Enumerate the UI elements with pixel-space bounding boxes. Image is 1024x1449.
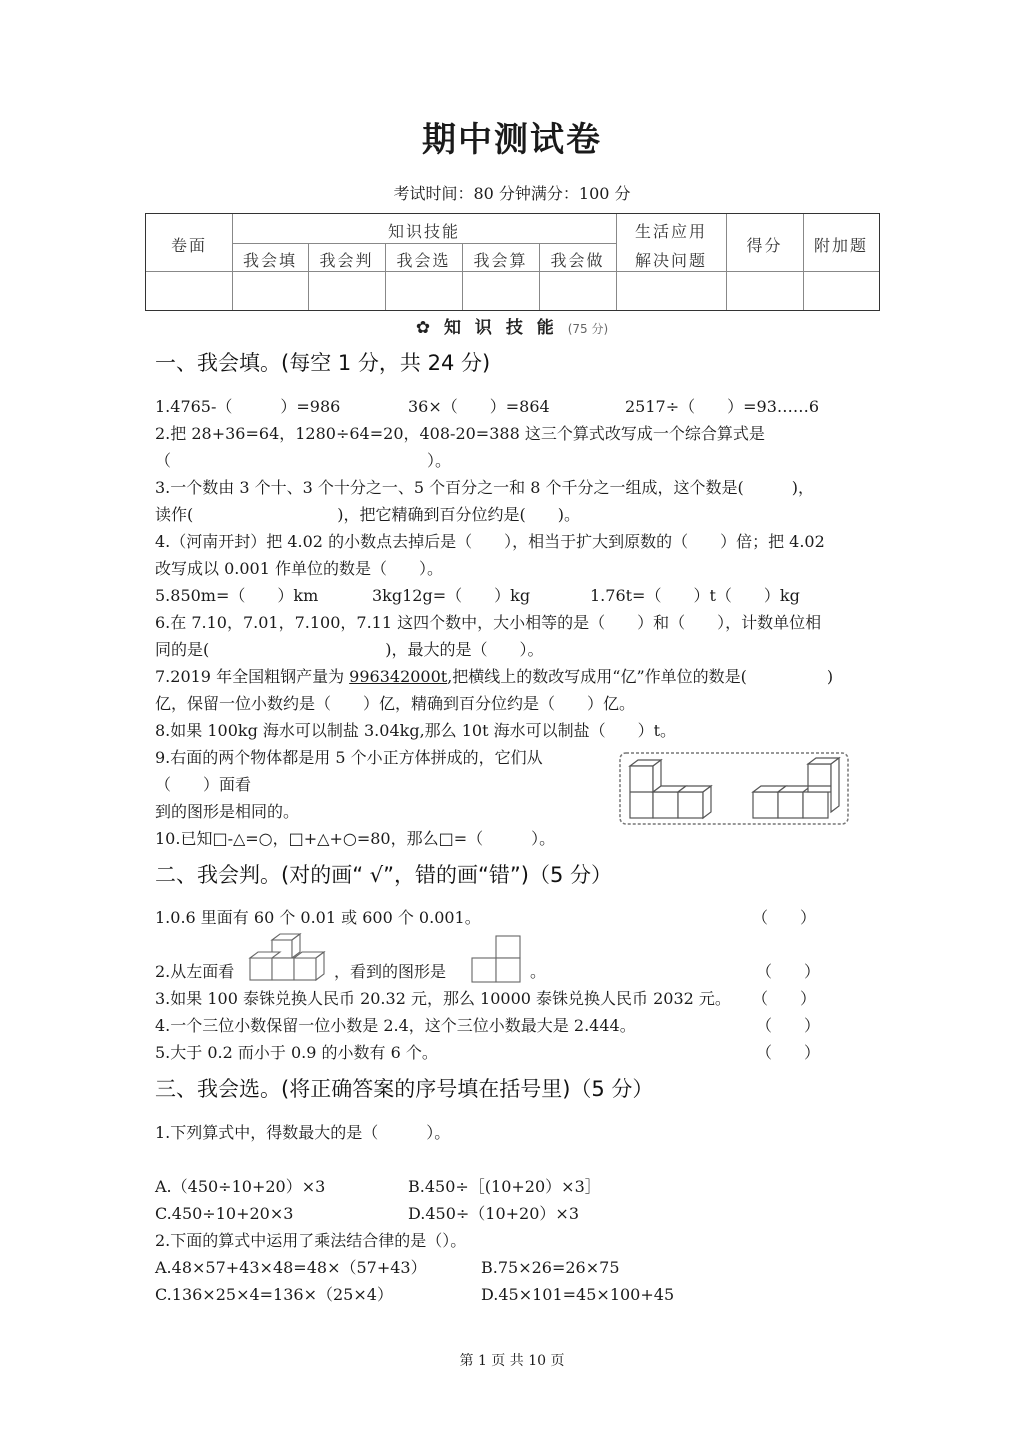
choose-q1-option-b: B.450÷［(10+20）×3］ [408, 1177, 601, 1196]
fill-q6b: 同的是( )，最大的是（ ）。 [155, 640, 544, 659]
fill-q6a: 6.在 7.10，7.01，7.100，7.11 这四个数中，大小相等的是（ ）和（ ），计数单位相 [155, 613, 822, 632]
col-knowledge: 知识技能 [387, 222, 460, 241]
col-wohuipan: 我会判 [319, 251, 374, 270]
fill-q3b: 读作( )，把它精确到百分位约是( )。 [155, 505, 580, 524]
fill-q1a: 1.4765-（ ）=986 [155, 397, 341, 416]
fill-q9a: 9.右面的两个物体都是用 5 个小正方体拼成的，它们从 [155, 748, 543, 767]
q7a-pre: 7.2019 年全国粗钢产量为 [155, 667, 350, 686]
section-choose-heading: 三、我会选。(将正确答案的序号填在括号里)（5 分） [155, 1077, 654, 1101]
col-wohuisuan: 我会算 [473, 251, 528, 270]
choose-q1-option-a: A.（450÷10+20）×3 [155, 1177, 326, 1196]
judge-q1-bracket: （ ） [752, 908, 817, 927]
exam-info: 考试时间：80 分钟满分：100 分 [393, 184, 631, 203]
col-wohuixuan: 我会选 [396, 251, 451, 270]
fill-q4a: 4.（河南开封）把 4.02 的小数点去掉后是（ ），相当于扩大到原数的（ ）倍；把 4.02 [155, 532, 825, 551]
fill-q5a: 5.850m=（ ）km [155, 586, 319, 605]
banner-points: (75 分) [567, 322, 609, 336]
fill-q4b: 改写成以 0.001 作单位的数是（ ）。 [155, 559, 443, 578]
page-footer: 第 1 页 共 10 页 [459, 1353, 565, 1369]
judge-q4: 4.一个三位小数保留一位小数是 2.4，这个三位小数最大是 2.444。 [155, 1016, 636, 1035]
score-table [145, 213, 880, 311]
col-life-2: 解决问题 [634, 251, 707, 270]
judge-q2-bracket: （ ） [756, 962, 821, 981]
choose-q2-option-b: B.75×26=26×75 [481, 1258, 620, 1277]
flower-icon: ✿ [415, 318, 435, 338]
fill-q5b: 3kg12g=（ ）kg [372, 586, 531, 605]
fill-q5c: 1.76t=（ ）t（ ）kg [590, 586, 800, 605]
fill-q3a: 3.一个数由 3 个十、3 个十分之一、5 个百分之一和 8 个千分之一组成，这个数是( )， [155, 478, 814, 497]
fill-q1b: 36×（ ）=864 [408, 397, 550, 416]
fill-q2a: 2.把 28+36=64，1280÷64=20，408-20=388 这三个算式改写成一个综合算式是 [155, 424, 765, 443]
choose-q2-option-d: D.45×101=45×100+45 [481, 1285, 675, 1304]
fill-q1c: 2517÷（ ）=93……6 [625, 397, 820, 416]
fill-q8: 8.如果 100kg 海水可以制盐 3.04kg,那么 10t 海水可以制盐（ ）t。 [155, 721, 677, 740]
judge-q5: 5.大于 0.2 而小于 0.9 的小数有 6 个。 [155, 1043, 438, 1062]
banner-label: 知 识 技 能 [444, 318, 558, 338]
choose-q1-option-d: D.450÷（10+20）×3 [408, 1204, 580, 1223]
judge-q1: 1.0.6 里面有 60 个 0.01 或 600 个 0.001。 [155, 908, 481, 927]
choose-q2: 2.下面的算式中运用了乘法结合律的是（）。 [155, 1231, 467, 1250]
col-life-1: 生活应用 [634, 222, 707, 241]
section-fill-heading: 一、我会填。(每空 1 分，共 24 分) [155, 351, 491, 375]
fill-q9b: （ ）面看 [155, 775, 252, 794]
cube-figure-q2-view [466, 934, 524, 984]
cube-figure-q2-object [246, 932, 332, 984]
q7a-number: 996342000t [349, 667, 448, 686]
choose-q2-option-a: A.48×57+43×48=48×（57+43） [155, 1258, 427, 1277]
col-wohuitian: 我会填 [242, 251, 297, 270]
judge-q2a: 2.从左面看 [155, 962, 235, 981]
judge-q3: 3.如果 100 泰铢兑换人民币 20.32 元，那么 10000 泰铢兑换人民币 2032 元。 [155, 989, 731, 1008]
col-wohuizuo: 我会做 [550, 251, 605, 270]
fill-q2b: （ ）。 [155, 451, 452, 470]
judge-q4-bracket: （ ） [756, 1016, 821, 1035]
judge-q5-bracket: （ ） [756, 1043, 821, 1062]
choose-q1-option-c: C.450÷10+20×3 [155, 1204, 294, 1223]
col-juanmian: 卷面 [170, 236, 207, 255]
cube-figures-q9 [618, 750, 850, 826]
choose-q2-option-c: C.136×25×4=136×（25×4） [155, 1285, 393, 1304]
fill-q10: 10.已知□-△=○，□+△+○=80，那么□=（ ）。 [155, 829, 556, 848]
page-title: 期中测试卷 [422, 120, 602, 160]
choose-q1: 1.下列算式中，得数最大的是（ ）。 [155, 1123, 451, 1142]
section-banner [0, 313, 1024, 338]
section-judge-heading: 二、我会判。(对的画“ √”，错的画“错”)（5 分） [155, 863, 612, 887]
judge-q3-bracket: （ ） [752, 989, 817, 1008]
judge-q2c: 。 [530, 962, 547, 981]
col-fujia: 附加题 [813, 236, 868, 255]
q7a-post: ,把横线上的数改写成用“亿”作单位的数是( ) [447, 667, 834, 686]
col-defen: 得分 [746, 236, 783, 255]
fill-q7b: 亿，保留一位小数约是（ ）亿，精确到百分位约是（ ）亿。 [155, 694, 636, 713]
fill-q7a [155, 667, 833, 687]
judge-q2b: ，看到的图形是 [334, 962, 447, 981]
fill-q9c: 到的图形是相同的。 [155, 802, 300, 821]
